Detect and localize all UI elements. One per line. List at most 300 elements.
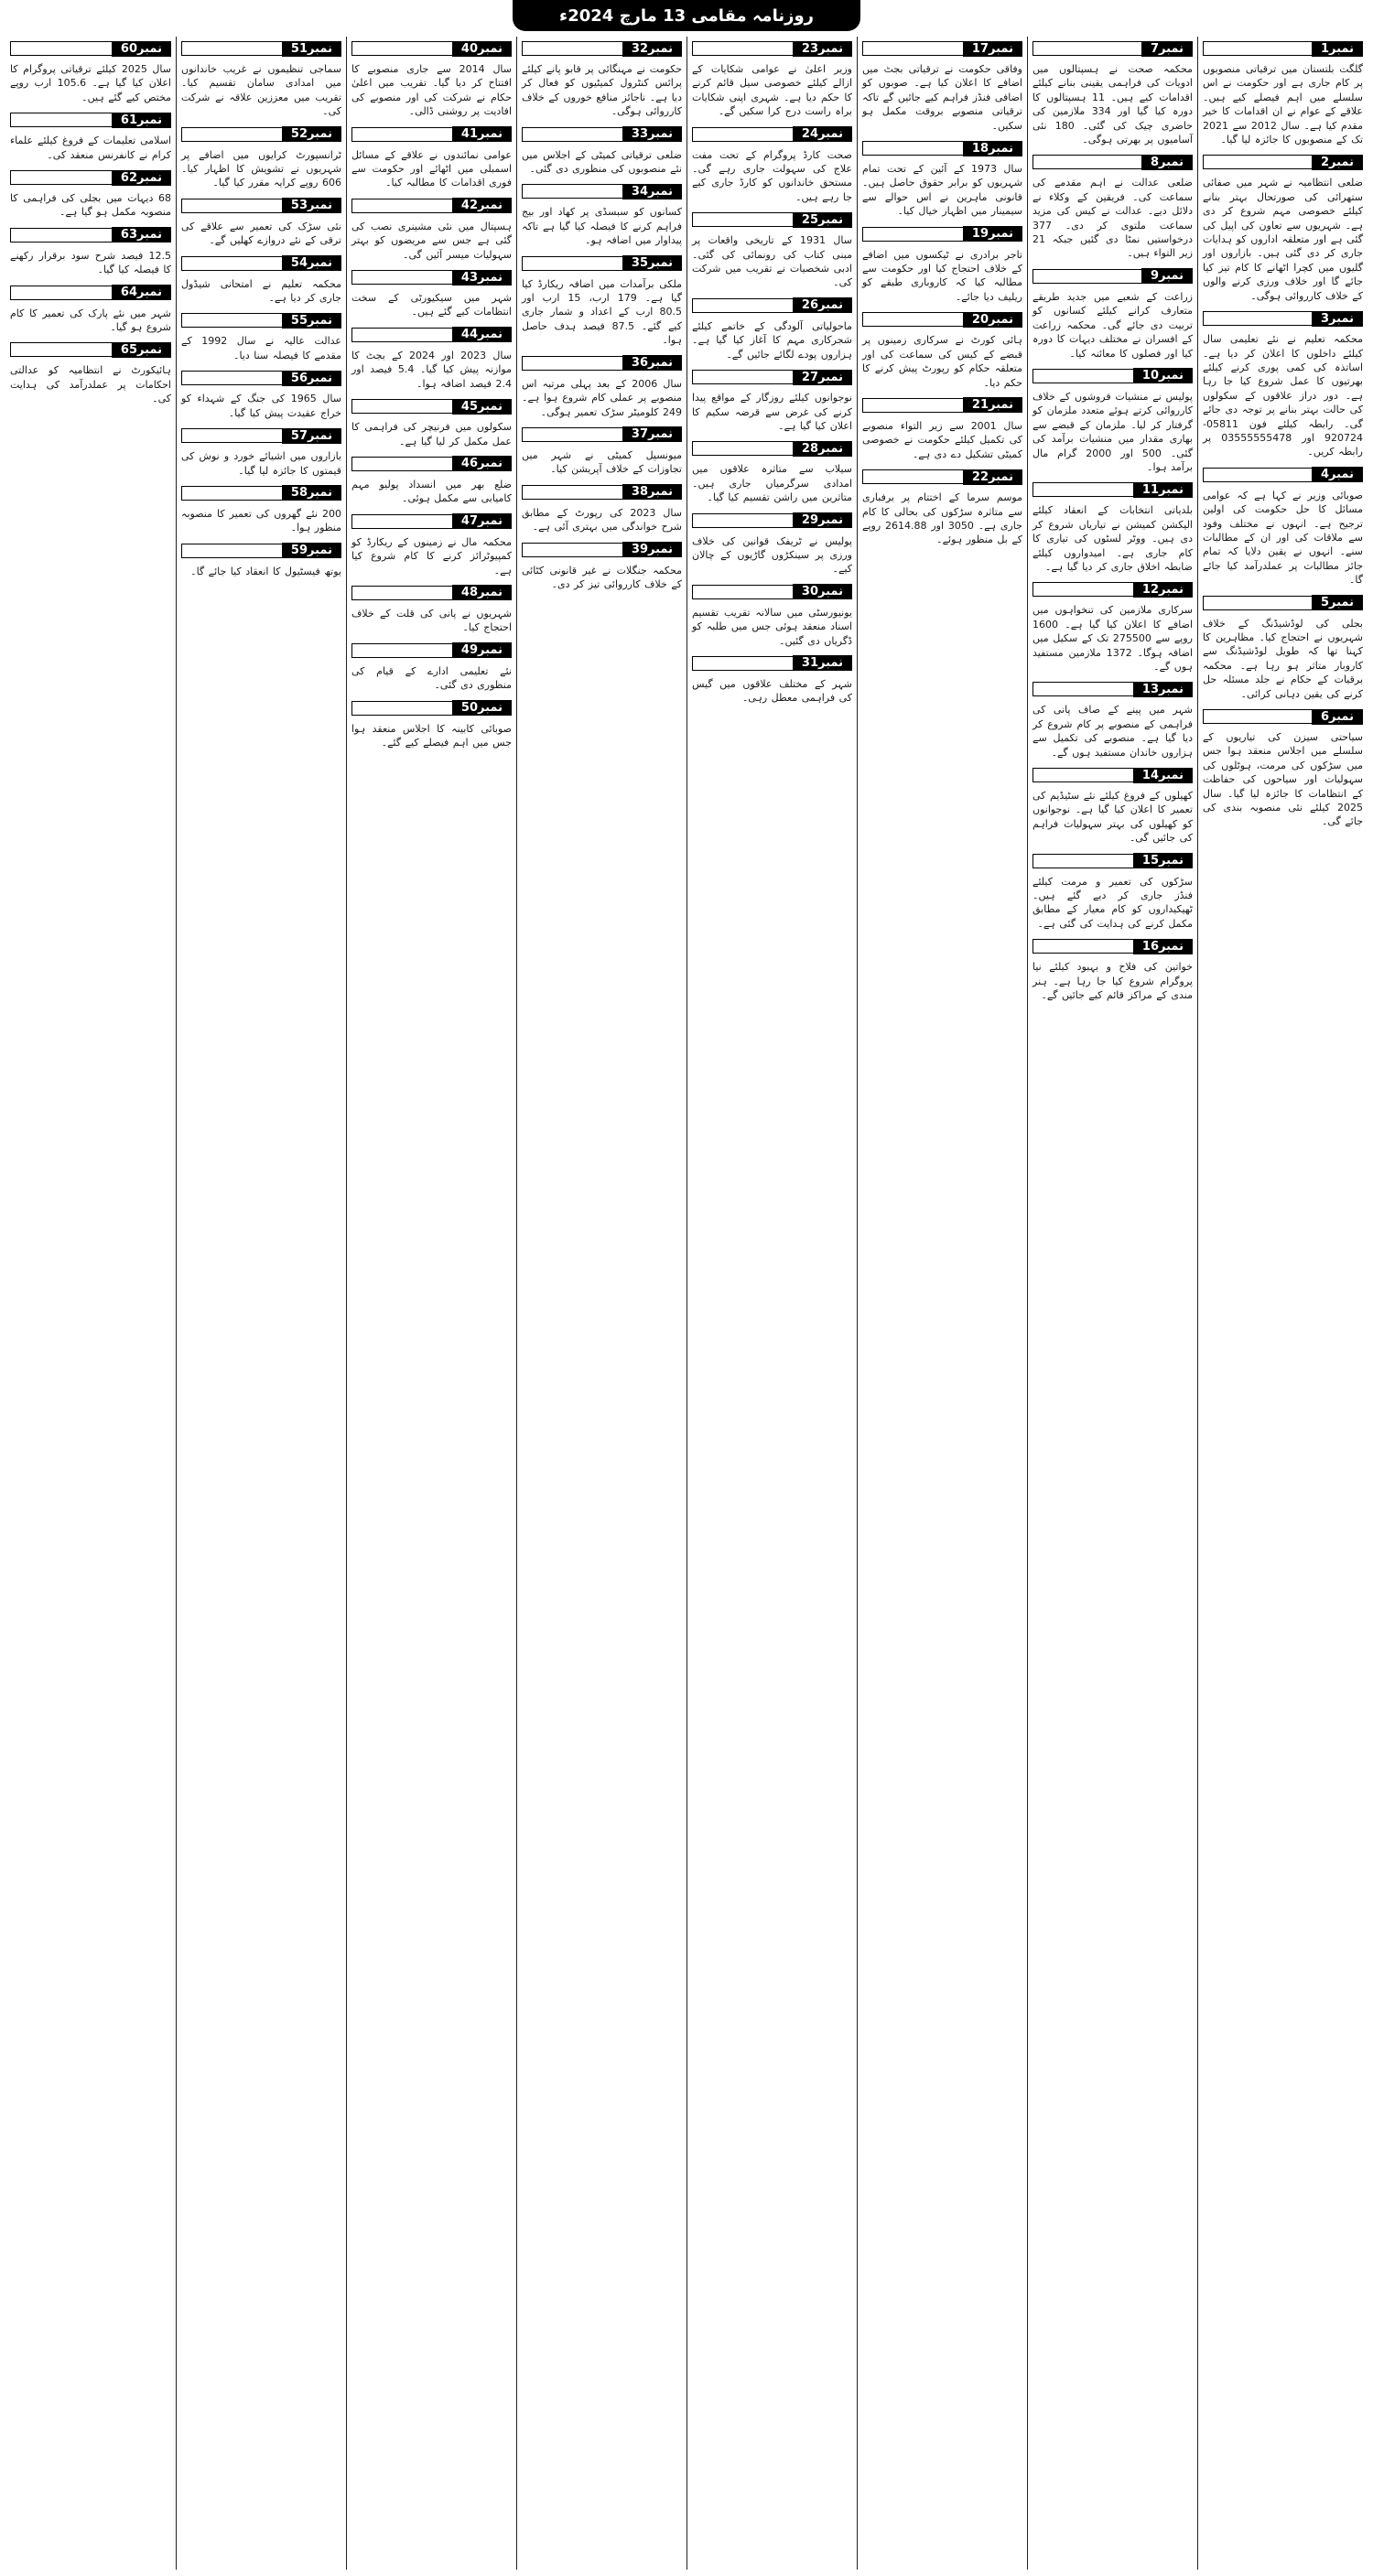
news-item-body: بلدیاتی انتخابات کے انعقاد کیلئے الیکشن کمیشن نے تیاریاں شروع کر دی ہیں۔ ووٹر لسٹوں کی تیاری کا کام جاری ہے۔ امیدواروں کیلئے ضابطہ اخلاق جاری کر دیا گیا ہے۔ <box>1032 504 1193 573</box>
news-item-number-label: نمبر35 <box>622 255 682 271</box>
news-item-body: سال 1965 کی جنگ کے شہداء کو خراج عقیدت پیش کیا گیا۔ <box>181 393 341 419</box>
news-item-number-label: نمبر14 <box>1133 768 1193 783</box>
news-item <box>10 283 171 335</box>
header-rule-box <box>1203 311 1312 326</box>
news-item-number-label: نمبر27 <box>793 370 852 385</box>
news-item-header <box>181 253 341 274</box>
news-item <box>1032 152 1193 260</box>
header-rule-box <box>1032 682 1133 696</box>
news-item-number-label: نمبر61 <box>112 113 171 128</box>
news-item <box>522 353 682 419</box>
news-item-body: سیاحتی سیزن کی تیاریوں کے سلسلے میں اجلاس منعقد ہوا جس میں سڑکوں کی مرمت، ہوٹلوں کی سہولیات اور سیاحوں کی حفاظت کے انتظامات کا جائزہ لیا گیا۔ سال 2025 کیلئے نئی منصوبہ بندی کی جائے گی۔ <box>1203 731 1363 828</box>
news-item-number-label: نمبر33 <box>622 126 682 142</box>
news-item <box>181 38 341 119</box>
news-item <box>10 110 171 162</box>
header-rule-box <box>10 342 112 357</box>
news-item-number-label: نمبر53 <box>282 198 341 213</box>
header-rule-box <box>351 399 452 414</box>
news-item <box>181 310 341 362</box>
news-item-body: بجلی کی لوڈشیڈنگ کے خلاف شہریوں نے احتجاج کیا۔ مظاہرین کا کہنا تھا کہ طویل لوڈشیڈنگ سے کاروبار متاثر ہو رہا ہے۔ محکمہ برقیات کے حکام نے جلد مسئلہ حل کرنے کی یقین دہانی کرائی۔ <box>1203 617 1363 700</box>
news-item <box>181 196 341 248</box>
news-item-header <box>692 38 852 59</box>
header-rule-box <box>692 370 793 384</box>
header-rule-box <box>181 371 282 385</box>
news-item-number-label: نمبر29 <box>793 512 852 528</box>
news-item <box>351 583 512 635</box>
news-item <box>351 38 512 119</box>
news-item-body: 68 دیہات میں بجلی کی فراہمی کا منصوبہ مکمل ہو گیا ہے۔ <box>10 192 171 219</box>
news-item <box>351 196 512 262</box>
news-item-header <box>1032 936 1193 956</box>
header-rule-box <box>351 514 452 529</box>
news-item <box>181 124 341 190</box>
header-rule-box <box>351 643 452 658</box>
news-item-header <box>10 110 171 130</box>
news-item-number-label: نمبر49 <box>452 642 512 658</box>
news-item <box>1203 465 1363 587</box>
header-rule-box <box>522 184 622 199</box>
news-item-header <box>351 196 512 216</box>
news-item <box>10 167 171 220</box>
news-item <box>692 38 852 119</box>
news-item <box>1032 765 1193 846</box>
news-item-header <box>862 395 1022 415</box>
news-item <box>351 454 512 506</box>
news-item-number-label: نمبر18 <box>963 141 1022 156</box>
header-rule-box <box>522 256 622 271</box>
news-item-header <box>181 310 341 330</box>
news-item-number-label: نمبر45 <box>452 399 512 415</box>
header-rule-box <box>10 228 112 243</box>
news-item-header <box>692 582 852 602</box>
news-item <box>862 38 1022 133</box>
news-item-header <box>1032 765 1193 785</box>
news-item-body: شہر میں پینے کے صاف پانی کی فراہمی کے منصوبے پر کام شروع کر دیا گیا ہے۔ منصوبے کی تکمیل سے ہزاروں خاندان مستفید ہوں گے۔ <box>1032 704 1193 759</box>
news-item-body: ہائی کورٹ نے سرکاری زمینوں پر قبضے کے کیس کی سماعت کی اور متعلقہ حکام کو رپورٹ پیش کرنے کا حکم دیا۔ <box>862 334 1022 389</box>
news-column <box>346 37 516 2570</box>
news-item-number-label: نمبر36 <box>622 355 682 371</box>
news-item-header <box>862 138 1022 158</box>
news-item <box>181 253 341 306</box>
news-item <box>10 340 171 405</box>
news-item <box>862 395 1022 461</box>
header-rule-box <box>862 141 963 156</box>
header-rule-box <box>1032 768 1133 782</box>
news-item-number-label: نمبر54 <box>282 255 341 271</box>
news-item-body: محکمہ تعلیم نے امتحانی شیڈول جاری کر دیا ہے۔ <box>181 277 341 305</box>
news-item-number-label: نمبر17 <box>963 41 1022 57</box>
news-item-number-label: نمبر8 <box>1141 155 1193 170</box>
header-rule-box <box>692 127 793 142</box>
news-item-body: وفاقی حکومت نے ترقیاتی بجٹ میں اضافے کا اعلان کیا ہے۔ صوبوں کو اضافی فنڈز فراہم کیے جائیں گے تاکہ ترقیاتی منصوبے بروقت مکمل ہو سکیں۔ <box>862 63 1022 132</box>
news-item-header <box>1032 366 1193 386</box>
news-item <box>522 181 682 247</box>
news-item-number-label: نمبر12 <box>1133 582 1193 598</box>
news-item-header <box>692 296 852 316</box>
news-item <box>692 210 852 290</box>
news-item <box>692 367 852 433</box>
news-item-number-label: نمبر32 <box>622 41 682 57</box>
news-item-number-label: نمبر13 <box>1133 682 1193 697</box>
masthead-date-banner: روزنامہ مقامی 13 مارچ 2024ء <box>513 0 860 31</box>
news-item-number-label: نمبر7 <box>1141 41 1193 57</box>
news-item-number-label: نمبر23 <box>793 41 852 57</box>
header-rule-box <box>692 585 793 599</box>
news-item-number-label: نمبر62 <box>112 170 171 186</box>
news-item-header <box>10 340 171 360</box>
news-item <box>522 540 682 592</box>
header-rule-box <box>1203 596 1312 610</box>
news-item-header <box>351 38 512 59</box>
news-column <box>1027 37 1197 2570</box>
news-item <box>692 296 852 361</box>
header-rule-box <box>351 127 452 142</box>
news-item-header <box>522 540 682 560</box>
news-item-body: عدالت عالیہ نے سال 1992 کے مقدمے کا فیصلہ سنا دیا۔ <box>181 335 341 361</box>
news-item-body: شہریوں نے پانی کی قلت کے خلاف احتجاج کیا۔ <box>351 607 512 634</box>
news-item-number-label: نمبر1 <box>1312 41 1363 57</box>
news-item-number-label: نمبر25 <box>793 212 852 228</box>
news-item-header <box>351 454 512 474</box>
header-rule-box <box>10 41 112 56</box>
news-item-body: گلگت بلتستان میں ترقیاتی منصوبوں پر کام جاری ہے اور حکومت نے اس سلسلے میں اہم فیصلے کیے ہیں۔ علاقے کے عوام نے ان اقدامات کا خیر مقدم کیا ہے۔ سال 2012 سے 2021 تک کے منصوبوں کا جائزہ لیا گیا۔ <box>1203 63 1363 146</box>
news-item-body: ضلع بھر میں انسداد پولیو مہم کامیابی سے مکمل ہوئی۔ <box>351 478 512 505</box>
news-item-body: سال 2025 کیلئے ترقیاتی پروگرام کا اعلان کیا گیا ہے۔ 105.6 ارب روپے مختص کیے گئے ہیں۔ <box>10 63 171 103</box>
news-item <box>1032 38 1193 146</box>
news-item <box>862 467 1022 547</box>
header-rule-box <box>522 485 622 500</box>
news-column <box>857 37 1027 2570</box>
news-item <box>10 38 171 104</box>
header-rule-box <box>1032 41 1141 56</box>
news-item-header <box>351 325 512 345</box>
news-item <box>692 653 852 706</box>
news-item-body: صوبائی کابینہ کا اجلاس منعقد ہوا جس میں اہم فیصلے کیے گئے۔ <box>351 722 512 749</box>
news-item-header <box>1203 152 1363 172</box>
header-rule-box <box>522 41 622 56</box>
news-item <box>1032 579 1193 674</box>
news-item-body: میونسپل کمیٹی نے شہر میں تجاوزات کے خلاف آپریشن کیا۔ <box>522 448 682 476</box>
news-item-number-label: نمبر64 <box>112 285 171 300</box>
news-item-body: کسانوں کو سبسڈی پر کھاد اور بیج فراہم کرنے کا فیصلہ کیا گیا ہے تاکہ پیداوار میں اضافہ ہو۔ <box>522 206 682 247</box>
news-item-body: سال 2014 سے جاری منصوبے کا افتتاح کر دیا گیا۔ تقریب میں اعلیٰ حکام نے شرکت کی اور منصوبے کی افادیت پر روشنی ڈالی۔ <box>351 63 513 118</box>
news-item-header <box>692 438 852 458</box>
news-item-header <box>1032 851 1193 871</box>
news-item <box>1203 706 1363 829</box>
news-item-number-label: نمبر46 <box>452 456 512 471</box>
news-item-header <box>862 309 1022 329</box>
news-item-header <box>522 38 682 59</box>
news-item <box>522 38 682 119</box>
header-rule-box <box>1032 369 1133 383</box>
news-item-body: کھیلوں کے فروغ کیلئے نئے سٹیڈیم کی تعمیر کا اعلان کیا گیا ہے۔ نوجوانوں کو کھیلوں کی بہتر سہولیات فراہم کی جائیں گی۔ <box>1032 790 1193 845</box>
news-item-number-label: نمبر21 <box>963 397 1022 413</box>
news-item-header <box>1032 152 1193 172</box>
news-item-number-label: نمبر39 <box>622 542 682 557</box>
news-item-header <box>351 124 512 145</box>
header-rule-box <box>692 41 793 56</box>
header-rule-box <box>1032 939 1133 954</box>
news-item-header <box>351 583 512 603</box>
news-item-body: یونیورسٹی میں سالانہ تقریب تقسیم اسناد منعقد ہوئی جس میں طلبہ کو ڈگریاں دی گئیں۔ <box>692 606 852 647</box>
news-item <box>181 483 341 535</box>
news-column <box>1197 37 1368 2570</box>
news-item-body: سال 2023 کی رپورٹ کے مطابق شرح خواندگی میں بہتری آئی ہے۔ <box>522 506 682 534</box>
news-item-header <box>522 353 682 373</box>
news-item-header <box>862 224 1022 244</box>
news-item <box>10 225 171 277</box>
news-item-body: صحت کارڈ پروگرام کے تحت مفت علاج کی سہولت جاری رہے گی۔ مستحق خاندانوں کو کارڈ جاری کیے جا رہے ہیں۔ <box>692 148 852 203</box>
news-item-body: یوتھ فیسٹیول کا انعقاد کیا جائے گا۔ <box>190 565 341 577</box>
news-item-body: نئی سڑک کی تعمیر سے علاقے کی ترقی کے نئے دروازے کھلیں گے۔ <box>181 220 341 247</box>
news-item-body: صوبائی وزیر نے کہا ہے کہ عوامی مسائل کا حل حکومت کی اولین ترجیح ہے۔ انہوں نے مختلف وفود سے ملاقات کی اور ان کے مطالبات سنے۔ انہوں نے یقین دلایا کہ تمام جائز مطالبات پر عملدرآمد کیا جائے گا۔ <box>1203 489 1363 587</box>
news-item-body: نوجوانوں کیلئے روزگار کے مواقع پیدا کرنے کی غرض سے قرضہ سکیم کا اعلان کیا گیا ہے۔ <box>692 392 852 432</box>
news-item-number-label: نمبر19 <box>963 226 1022 242</box>
news-item-body: سماجی تنظیموں نے غریب خاندانوں میں امدادی سامان تقسیم کیا۔ تقریب میں معززین علاقہ نے شرکت کی۔ <box>181 63 341 118</box>
header-rule-box <box>522 543 622 557</box>
news-item-header <box>522 482 682 502</box>
news-item-header <box>1032 480 1193 500</box>
news-item-body: محکمہ مال نے زمینوں کے ریکارڈ کو کمپیوٹرائز کرنے کا کام شروع کیا ہے۔ <box>351 535 512 577</box>
news-column <box>516 37 686 2570</box>
news-item <box>181 426 341 478</box>
news-item-header <box>10 283 171 303</box>
news-item-body: ٹرانسپورٹ کرایوں میں اضافے پر شہریوں نے تشویش کا اظہار کیا۔ 606 روپے کرایہ مقرر کیا گیا۔ <box>181 148 341 189</box>
news-item <box>692 511 852 577</box>
news-item-body: وزیر اعلیٰ نے عوامی شکایات کے ازالے کیلئے خصوصی سیل قائم کرنے کا حکم دیا ہے۔ شہری اپنی شکایات براہ راست درج کرا سکیں گے۔ <box>692 63 852 118</box>
news-item-body: ضلعی عدالت نے اہم مقدمے کی سماعت کی۔ فریقین کے وکلاء نے دلائل دیے۔ عدالت نے کیس کی مزید سماعت ملتوی کر دی۔ 377 درخواستیں نمٹا دی گئیں جبکہ 21 زیر التواء ہیں۔ <box>1032 177 1193 260</box>
news-item-number-label: نمبر56 <box>282 371 341 386</box>
news-item-number-label: نمبر28 <box>793 441 852 457</box>
news-item-header <box>10 225 171 245</box>
news-item <box>181 368 341 420</box>
news-item-body: پولیس نے منشیات فروشوں کے خلاف کارروائی کرتے ہوئے متعدد ملزمان کو گرفتار کر لیا۔ ملزمان کے قبضے سے بھاری مقدار میں منشیات برآمد کی گئی۔ 500 اور 2000 گرام مال برآمد ہوا۔ <box>1032 390 1193 473</box>
news-item-body: اسلامی تعلیمات کے فروغ کیلئے علماء کرام نے کانفرنس منعقد کی۔ <box>10 135 171 161</box>
news-item-body: ملکی برآمدات میں اضافہ ریکارڈ کیا گیا ہے۔ 179 ارب، 15 ارب اور 80.5 ارب کے اعداد و شمار جاری کیے گئے۔ 87.5 فیصد ہدف حاصل ہوا۔ <box>522 277 682 347</box>
header-rule-box <box>1203 41 1312 56</box>
news-item-number-label: نمبر3 <box>1312 311 1363 327</box>
header-rule-box <box>351 199 452 213</box>
header-rule-box <box>181 256 282 271</box>
header-rule-box <box>351 270 452 285</box>
news-item-body: سال 2006 کے بعد پہلی مرتبہ اس منصوبے پر عملی کام شروع ہوا ہے۔ 249 کلومیٹر سڑک تعمیر ہوگی۔ <box>522 377 682 418</box>
news-item <box>862 224 1022 305</box>
news-column <box>176 37 346 2570</box>
header-rule-box <box>862 227 963 242</box>
news-column <box>5 37 176 2570</box>
news-item <box>1203 308 1363 459</box>
news-item-header <box>1203 308 1363 329</box>
news-item <box>692 582 852 648</box>
news-item-header <box>1032 38 1193 59</box>
header-rule-box <box>181 544 282 558</box>
news-item <box>522 253 682 348</box>
news-item-number-label: نمبر30 <box>793 584 852 599</box>
news-item <box>1032 936 1193 1002</box>
header-rule-box <box>522 127 622 142</box>
news-item-body: سال 1973 کے آئین کے تحت تمام شہریوں کو برابر حقوق حاصل ہیں۔ قانونی ماہرین نے اس حوالے سے سیمینار میں اظہار خیال کیا۔ <box>862 163 1022 218</box>
news-item-number-label: نمبر5 <box>1312 595 1363 610</box>
news-item <box>1032 480 1193 574</box>
news-item-header <box>351 512 512 532</box>
news-item-body: شہر میں سیکیورٹی کے سخت انتظامات کیے گئے ہیں۔ <box>351 292 512 318</box>
header-rule-box <box>10 286 112 300</box>
header-rule-box <box>1032 155 1141 169</box>
news-item <box>1032 679 1193 760</box>
news-item-body: پولیس نے ٹریفک قوانین کی خلاف ورزی پر سینکڑوں گاڑیوں کے چالان کیے۔ <box>692 534 852 576</box>
news-item <box>522 124 682 177</box>
news-item-body: تاجر برادری نے ٹیکسوں میں اضافے کے خلاف احتجاج کیا اور حکومت سے مطالبہ کیا کہ کاروباری طبقے کو ریلیف دیا جائے۔ <box>862 248 1022 303</box>
header-rule-box <box>1032 854 1133 868</box>
news-item-header <box>692 124 852 145</box>
news-item-header <box>10 167 171 188</box>
news-item <box>1203 593 1363 701</box>
news-item-number-label: نمبر59 <box>282 543 341 558</box>
news-item-header <box>692 653 852 674</box>
news-item-number-label: نمبر55 <box>282 313 341 329</box>
news-item <box>351 698 512 750</box>
news-item-number-label: نمبر9 <box>1141 268 1193 284</box>
news-item-number-label: نمبر63 <box>112 227 171 243</box>
news-item-body: محکمہ صحت نے ہسپتالوں میں ادویات کی فراہمی یقینی بنانے کیلئے اقدامات کیے ہیں۔ 11 ہسپتالوں کا دورہ کیا گیا اور 334 ملازمین کی حاضری چیک کی گئی۔ 180 نئی آسامیوں پر بھرتی ہوگی۔ <box>1032 63 1193 146</box>
news-item <box>1032 851 1193 932</box>
news-item-number-label: نمبر65 <box>112 342 171 358</box>
news-item-header <box>1032 266 1193 286</box>
header-rule-box <box>10 170 112 185</box>
news-item-header <box>10 38 171 59</box>
news-item-header <box>692 367 852 387</box>
header-rule-box <box>862 398 963 413</box>
news-item-number-label: نمبر11 <box>1133 482 1193 498</box>
news-item-body: سیلاب سے متاثرہ علاقوں میں امدادی سرگرمیاں جاری ہیں۔ متاثرین میں راشن تقسیم کیا گیا۔ <box>692 463 852 504</box>
news-item-header <box>1203 38 1363 59</box>
news-item-number-label: نمبر50 <box>452 700 512 716</box>
news-item-header <box>862 467 1022 487</box>
news-item-body: محکمہ جنگلات نے غیر قانونی کٹائی کے خلاف کارروائی تیز کر دی۔ <box>522 564 682 590</box>
news-item-number-label: نمبر2 <box>1312 155 1363 170</box>
news-item-body: سڑکوں کی تعمیر و مرمت کیلئے فنڈز جاری کر دیے گئے ہیں۔ ٹھیکیداروں کو کام معیار کے مطابق مکمل کرنے کی ہدایت کی گئی ہے۔ <box>1032 875 1193 930</box>
header-rule-box <box>862 41 963 56</box>
news-item-header <box>181 38 341 59</box>
news-item-header <box>181 541 341 561</box>
header-rule-box <box>692 298 793 313</box>
news-item-body: 200 نئے گھروں کی تعمیر کا منصوبہ منظور ہوا۔ <box>181 507 341 534</box>
news-item-number-label: نمبر42 <box>452 198 512 213</box>
header-rule-box <box>1203 155 1312 169</box>
header-rule-box <box>692 513 793 528</box>
news-item-header <box>181 124 341 145</box>
news-item-number-label: نمبر34 <box>622 184 682 199</box>
news-item-number-label: نمبر48 <box>452 585 512 600</box>
news-item-body: 12.5 فیصد شرح سود برقرار رکھنے کا فیصلہ کیا گیا۔ <box>10 249 171 276</box>
header-rule-box <box>522 356 622 371</box>
news-item-body: شہر کے مختلف علاقوں میں گیس کی فراہمی معطل رہی۔ <box>692 677 852 705</box>
header-rule-box <box>862 469 963 484</box>
news-item-body: ہسپتال میں نئی مشینری نصب کی گئی ہے جس سے مریضوں کو بہتر سہولیات میسر آئیں گی۔ <box>351 220 512 261</box>
news-item <box>862 138 1022 219</box>
news-item <box>351 641 512 693</box>
news-item-body: ضلعی انتظامیہ نے شہر میں صفائی ستھرائی کی صورتحال بہتر بنانے کیلئے خصوصی مہم شروع کر دی ہے۔ شہریوں سے تعاون کی اپیل کی گئی ہے اور متعلقہ اداروں کو ہدایات جاری کر دی گئی ہیں۔ بازاروں اور گلیوں میں کچرا اٹھانے کا کام تیز کیا جائے گا اور خلاف ورزی کرنے والوں کے خلاف کارروائی ہوگی۔ <box>1203 177 1363 302</box>
news-item-number-label: نمبر31 <box>793 655 852 671</box>
news-item-header <box>522 253 682 274</box>
news-item <box>351 396 512 448</box>
news-item-body: بازاروں میں اشیائے خورد و نوش کی قیمتوں کا جائزہ لیا گیا۔ <box>181 450 341 477</box>
header-rule-box <box>181 428 282 443</box>
header-rule-box <box>1203 468 1312 482</box>
news-item-number-label: نمبر26 <box>793 297 852 313</box>
news-item-body: نئے تعلیمی ادارے کے قیام کی منظوری دی گئی۔ <box>351 664 512 692</box>
news-item-header <box>862 38 1022 59</box>
header-rule-box <box>351 701 452 716</box>
header-rule-box <box>181 313 282 328</box>
news-item-body: عوامی نمائندوں نے علاقے کے مسائل اسمبلی میں اٹھائے اور حکومت سے فوری اقدامات کا مطالبہ کیا۔ <box>351 148 512 189</box>
news-item-number-label: نمبر15 <box>1133 853 1193 868</box>
news-item-body: شہر میں نئے پارک کی تعمیر کا کام شروع ہو گیا۔ <box>10 307 171 334</box>
news-item-number-label: نمبر47 <box>452 513 512 529</box>
news-item-body: حکومت نے مہنگائی پر قابو پانے کیلئے پرائس کنٹرول کمیٹیوں کو فعال کر دیا ہے۔ ناجائز منافع خوروں کے خلاف کارروائی ہوگی۔ <box>522 63 682 118</box>
news-item-body: زراعت کے شعبے میں جدید طریقے متعارف کرانے کیلئے کسانوں کو تربیت دی جائے گی۔ محکمہ زراعت کے افسران نے مختلف دیہات کا دورہ کیا اور فصلوں کا معائنہ کیا۔ <box>1032 290 1193 360</box>
news-item <box>1203 152 1363 303</box>
news-column <box>686 37 857 2570</box>
header-rule-box <box>522 427 622 442</box>
news-item-number-label: نمبر6 <box>1312 709 1363 725</box>
news-item-number-label: نمبر51 <box>282 41 341 57</box>
header-rule-box <box>181 127 282 142</box>
header-rule-box <box>692 656 793 671</box>
news-item <box>181 541 341 578</box>
news-item-header <box>181 196 341 216</box>
header-rule-box <box>692 212 793 227</box>
news-item-header <box>181 483 341 503</box>
news-item-number-label: نمبر24 <box>793 126 852 142</box>
news-item-body: محکمہ تعلیم نے نئے تعلیمی سال کیلئے داخلوں کا اعلان کر دیا ہے۔ اساتذہ کی کمی پوری کرنے کیلئے بھرتیوں کا عمل شروع کیا جا رہا ہے۔ دور دراز علاقوں کے سکولوں کی حالت بہتر بنانے پر توجہ دی جائے گی۔ رابطہ کیلئے فون 05811-920724 اور 03555555478 پر رابطہ کریں۔ <box>1203 333 1363 458</box>
header-rule-box <box>1032 582 1133 597</box>
news-item-number-label: نمبر38 <box>622 484 682 500</box>
news-item <box>1032 266 1193 361</box>
news-item <box>351 325 512 391</box>
news-item-number-label: نمبر4 <box>1312 467 1363 482</box>
news-item-header <box>692 210 852 230</box>
header-rule-box <box>351 457 452 471</box>
news-item-header <box>1203 465 1363 485</box>
header-rule-box <box>351 328 452 342</box>
news-item-number-label: نمبر58 <box>282 485 341 501</box>
news-item-header <box>522 425 682 445</box>
news-item-body: ماحولیاتی آلودگی کے خاتمے کیلئے شجرکاری مہم کا آغاز کیا گیا ہے۔ ہزاروں پودے لگائے جائیں گے۔ <box>692 319 852 361</box>
news-item-header <box>1203 706 1363 727</box>
news-item-header <box>1203 593 1363 613</box>
news-item <box>1203 38 1363 146</box>
news-item-header <box>351 698 512 718</box>
news-item-body: سال 2023 اور 2024 کے بجٹ کا موازنہ پیش کیا گیا۔ 5.4 فیصد اور 2.4 فیصد اضافہ ہوا۔ <box>351 349 512 390</box>
news-item-header <box>181 368 341 388</box>
news-item <box>351 512 512 577</box>
news-item-number-label: نمبر22 <box>963 469 1022 485</box>
news-item-number-label: نمبر57 <box>282 428 341 444</box>
news-item-header <box>692 511 852 531</box>
header-rule-box <box>351 586 452 600</box>
header-rule-box <box>351 41 452 56</box>
news-item-header <box>522 124 682 145</box>
news-item <box>351 267 512 319</box>
news-item-header <box>351 396 512 416</box>
news-item-body: خواتین کی فلاح و بہبود کیلئے نیا پروگرام شروع کیا جا رہا ہے۔ ہنر مندی کے مراکز قائم کیے جائیں گے۔ <box>1032 961 1193 1002</box>
news-item-number-label: نمبر37 <box>622 426 682 442</box>
news-item-number-label: نمبر44 <box>452 327 512 342</box>
news-item <box>692 124 852 205</box>
news-item <box>522 482 682 534</box>
header-rule-box <box>181 41 282 56</box>
